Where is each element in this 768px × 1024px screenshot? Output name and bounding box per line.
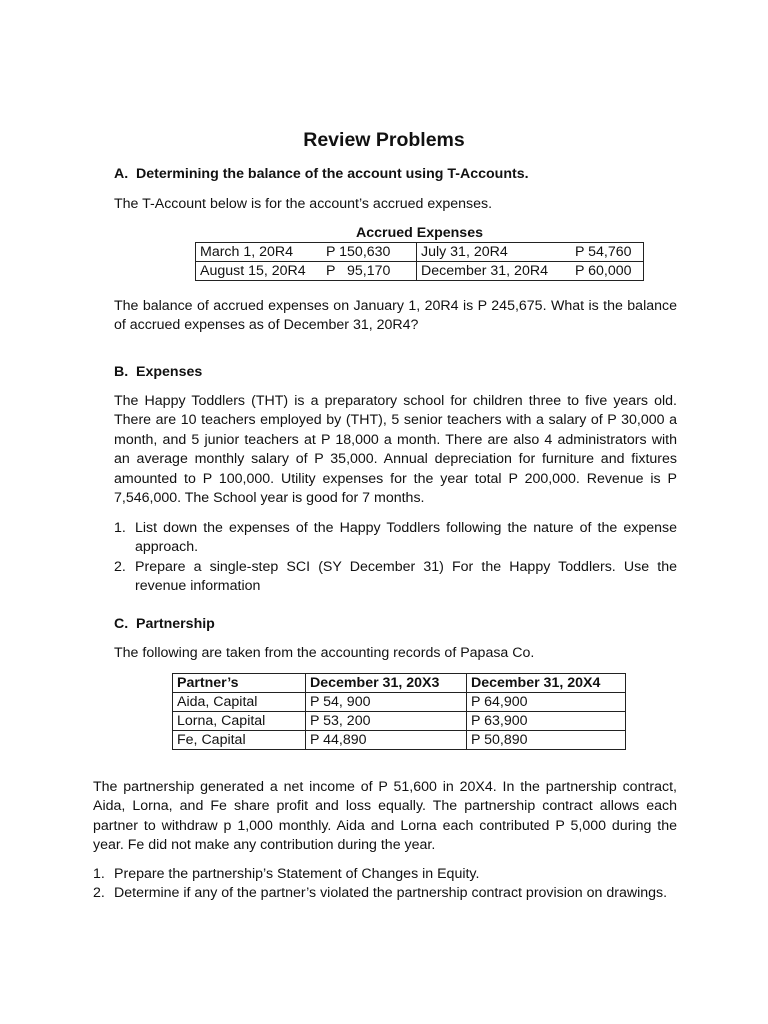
column-header: Partner’s	[173, 674, 306, 693]
list-item-number: 2.	[93, 885, 105, 902]
credit-amount: P 60,000	[571, 262, 644, 281]
table-cell: P 44,890	[306, 731, 467, 750]
list-item-text: Prepare a single-step SCI (SY December 31) For the Happy Toddlers. Use the revenue information	[135, 558, 677, 595]
list-item-number: 1.	[114, 520, 126, 536]
list-item-text: List down the expenses of the Happy Toddlers following the nature of the expense approach.	[135, 520, 677, 556]
list-item	[93, 884, 677, 903]
section-b-label: B.	[114, 364, 129, 380]
section-c-intro: The following are taken from the accounting records of Papasa Co.	[114, 645, 535, 661]
debit-date: March 1, 20R4	[196, 243, 323, 262]
section-b-title: Expenses	[136, 364, 203, 380]
page-title: Review Problems	[303, 129, 465, 151]
section-c-heading	[114, 615, 215, 634]
section-b-list	[114, 519, 677, 597]
table-cell: P 54, 900	[306, 693, 467, 712]
section-c-label: C.	[114, 616, 129, 632]
list-item	[114, 519, 677, 558]
credit-date: July 31, 20R4	[417, 243, 572, 262]
table-cell: Aida, Capital	[173, 693, 306, 712]
credit-date: December 31, 20R4	[417, 262, 572, 281]
column-header: December 31, 20X4	[467, 674, 626, 693]
table-cell: Lorna, Capital	[173, 712, 306, 731]
section-a-question: The balance of accrued expenses on January 1, 20R4 is P 245,675. What is the balance of accrued expenses as of December 31, 20R4?	[114, 298, 677, 334]
debit-amount: P 150,630	[322, 243, 417, 262]
table-cell: P 53, 200	[306, 712, 467, 731]
table-row	[173, 712, 626, 731]
section-c-list	[93, 865, 677, 904]
section-c-title: Partnership	[136, 616, 215, 632]
list-item-number: 2.	[114, 558, 126, 575]
section-a-heading	[114, 165, 529, 184]
section-c-paragraph: The partnership generated a net income of P 51,600 in 20X4. In the partnership contract, Aida, Lorna, and Fe share profit and loss equally. The partnership contract allows each partner to withdraw p 1,000 monthly. Aida and Lorna each contributed P 5,000 during the year. Fe did not make any contribution during the year.	[93, 779, 677, 854]
table-row	[173, 731, 626, 750]
t-account-title: Accrued Expenses	[356, 225, 483, 241]
credit-amount: P 54,760	[571, 243, 644, 262]
list-item-number: 1.	[93, 866, 105, 882]
t-account-table	[195, 242, 644, 281]
table-row	[196, 243, 644, 262]
section-a-intro: The T-Account below is for the account’s accrued expenses.	[114, 196, 493, 212]
partnership-table	[172, 673, 626, 750]
debit-date: August 15, 20R4	[196, 262, 323, 281]
table-header-row	[173, 674, 626, 693]
list-item	[93, 865, 677, 884]
table-cell: P 50,890	[467, 731, 626, 750]
column-header: December 31, 20X3	[306, 674, 467, 693]
t-account	[195, 224, 644, 281]
table-cell: Fe, Capital	[173, 731, 306, 750]
section-a-label: A.	[114, 166, 129, 182]
list-item-text: Prepare the partnership’s Statement of Changes in Equity.	[114, 866, 480, 882]
section-b-paragraph: The Happy Toddlers (THT) is a preparatory school for children three to five years old. There are 10 teachers employed by (THT), 5 senior teachers with a salary of P 30,000 a month, and 5 junior teachers at P 18,000 a month. There are also 4 administrators with an average monthly salary of P 35,000. Annual depreciation for furniture and fixtures amounted to P 100,000. Utility expenses for the year total P 200,000. Revenue is P 7,546,000. The School year is good for 7 months.	[114, 393, 677, 507]
table-row	[173, 693, 626, 712]
debit-amount: P 95,170	[322, 262, 417, 281]
table-cell: P 63,900	[467, 712, 626, 731]
section-a-title: Determining the balance of the account using T-Accounts.	[136, 166, 529, 182]
list-item	[114, 558, 677, 597]
table-cell: P 64,900	[467, 693, 626, 712]
list-item-text: Determine if any of the partner’s violated the partnership contract provision on drawings.	[114, 885, 668, 902]
section-b-heading	[114, 363, 202, 382]
table-row	[196, 262, 644, 281]
